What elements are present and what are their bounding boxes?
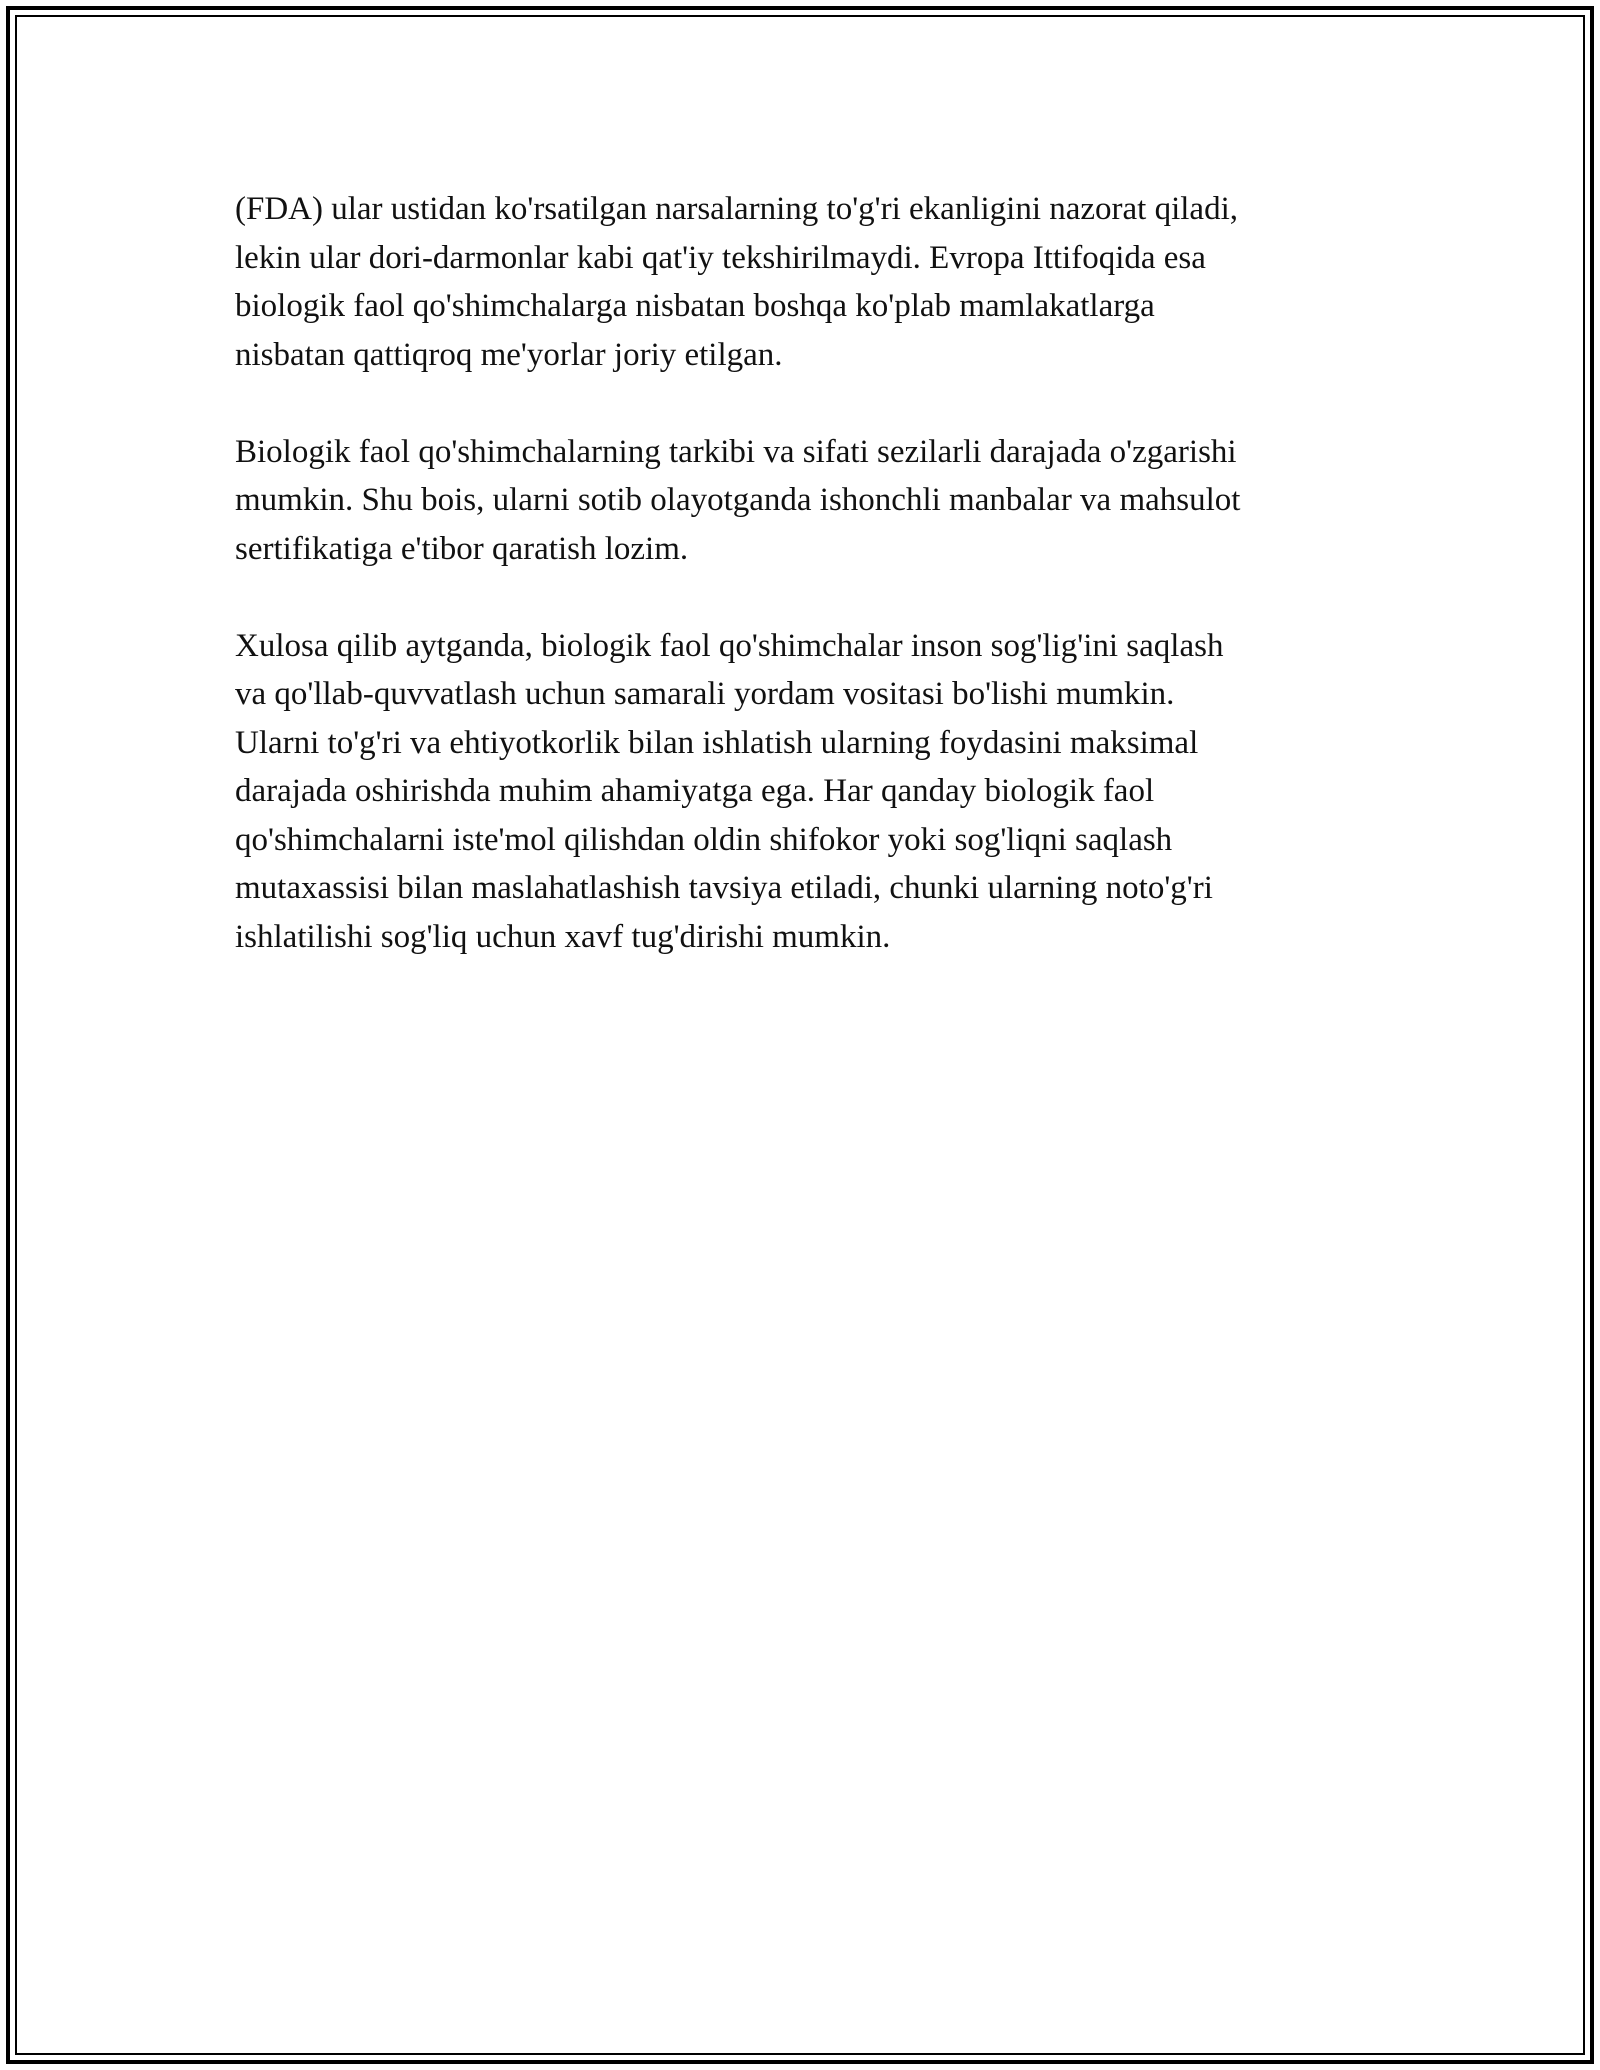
text-line: Biologik faol qo'shimchalarning tarkibi va sifati sezilarli darajada o'zgarishi [235, 433, 1237, 470]
paragraph-regulation [235, 185, 1375, 379]
text-line: mumkin. Shu bois, ularni sotib olayotganda ishonchli manbalar va mahsulot [235, 482, 1241, 518]
text-line: qo'shimchalarni iste'mol qilishdan oldin shifokor yoki sog'liqni saqlash [235, 821, 1173, 858]
text-line: nisbatan qattiqroq me'yorlar joriy etilgan. [235, 336, 783, 373]
text-line: biologik faol qo'shimchalarga nisbatan boshqa ko'plab mamlakatlarga [235, 288, 1155, 324]
text-line: (FDA) ular ustidan ko'rsatilgan narsalarning to'g'ri ekanligini nazorat qiladi, [235, 191, 1238, 227]
document-body [235, 185, 1375, 1010]
text-line: lekin ular dori-darmonlar kabi qat'iy tekshirilmaydi. Evropa Ittifoqida esa [235, 239, 1206, 276]
text-line: Xulosa qilib aytganda, biologik faol qo'shimchalar inson sog'lig'ini saqlash [235, 627, 1224, 664]
text-line: sertifikatiga e'tibor qaratish lozim. [235, 530, 689, 567]
text-line: darajada oshirishda muhim ahamiyatga ega. Har qanday biologik faol [235, 773, 1155, 809]
paragraph-quality [235, 428, 1375, 574]
paragraph-conclusion [235, 622, 1375, 962]
text-line: mutaxassisi bilan maslahatlashish tavsiya etiladi, chunki ularning noto'g'ri [235, 870, 1213, 906]
text-line: va qo'llab-quvvatlash uchun samarali yordam vositasi bo'lishi mumkin. [235, 676, 1175, 712]
text-line: ishlatilishi sog'liq uchun xavf tug'dirishi mumkin. [235, 918, 891, 955]
text-line: Ularni to'g'ri va ehtiyotkorlik bilan ishlatish ularning foydasini maksimal [235, 724, 1199, 761]
